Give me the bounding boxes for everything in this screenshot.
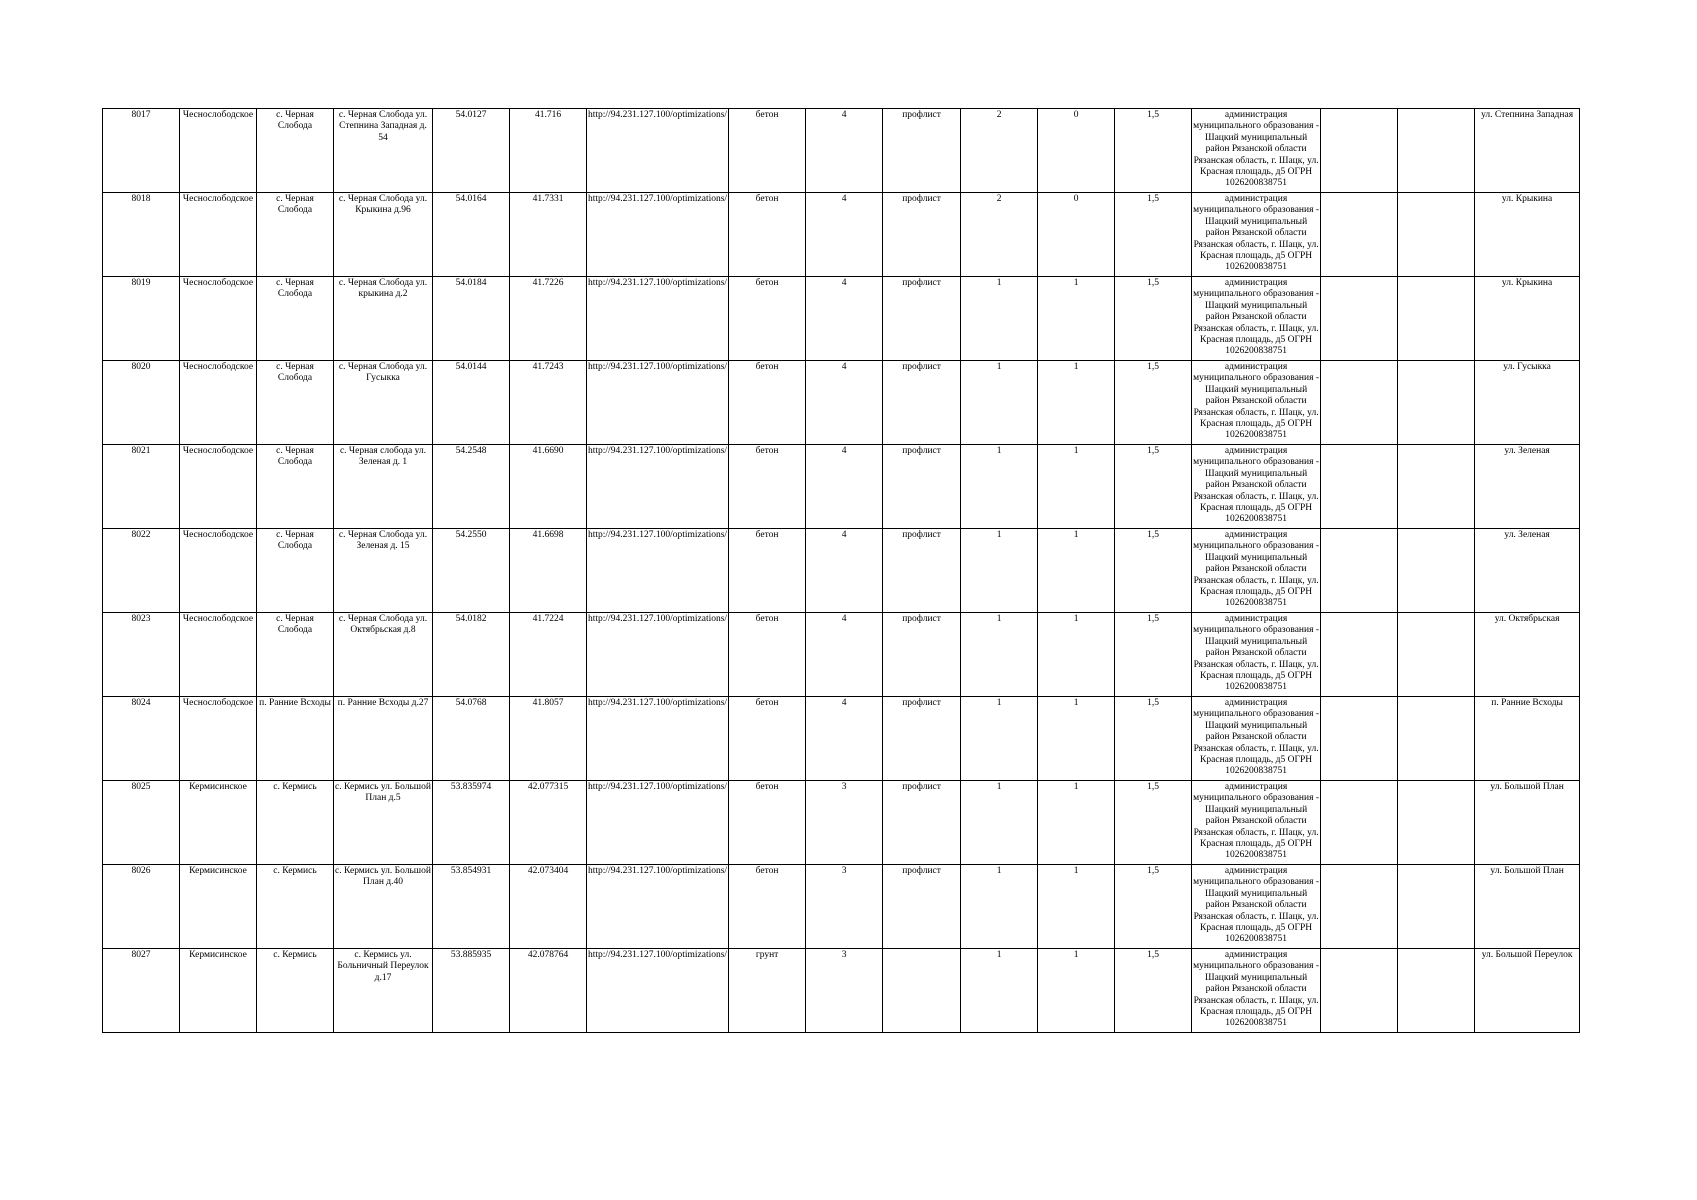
cell-settlement: Кермисинское bbox=[180, 949, 257, 1033]
cell-id: 8017 bbox=[103, 109, 180, 193]
cell-empty-2 bbox=[1398, 109, 1475, 193]
cell-volume: 1,5 bbox=[1115, 361, 1192, 445]
cell-address: с. Кермись ул. Большой План д.5 bbox=[334, 781, 433, 865]
cell-address: с. Черная Слобода ул. Гусыкка bbox=[334, 361, 433, 445]
cell-empty-2 bbox=[1398, 361, 1475, 445]
cell-locality: с. Черная Слобода bbox=[257, 193, 334, 277]
cell-empty-1 bbox=[1321, 697, 1398, 781]
cell-settlement: Чеснослободское bbox=[180, 193, 257, 277]
cell-empty-1 bbox=[1321, 613, 1398, 697]
cell-address: с. Черная Слобода ул. Зеленая д. 15 bbox=[334, 529, 433, 613]
cell-waste-sources: ул. Большой План bbox=[1475, 781, 1580, 865]
cell-empty-2 bbox=[1398, 613, 1475, 697]
cell-map-link: http://94.231.127.100/optimizations/ bbox=[587, 781, 729, 865]
cell-empty-1 bbox=[1321, 529, 1398, 613]
cell-containers: 1 bbox=[961, 613, 1038, 697]
cell-latitude: 54.0144 bbox=[433, 361, 510, 445]
cell-fence: профлист bbox=[883, 613, 961, 697]
cell-planned-containers: 0 bbox=[1038, 109, 1115, 193]
cell-longitude: 42.078764 bbox=[510, 949, 587, 1033]
cell-settlement: Кермисинское bbox=[180, 781, 257, 865]
cell-volume: 1,5 bbox=[1115, 865, 1192, 949]
cell-owner: администрация муниципального образования - Шацкий муниципальный район Рязанской области Рязанская область, г. Шацк, ул. Красная площадь, д5 ОГРН 1026200838751 bbox=[1192, 445, 1321, 529]
cell-settlement: Чеснослободское bbox=[180, 529, 257, 613]
cell-containers: 2 bbox=[961, 109, 1038, 193]
cell-settlement: Чеснослободское bbox=[180, 361, 257, 445]
cell-empty-2 bbox=[1398, 865, 1475, 949]
cell-planned-containers: 1 bbox=[1038, 529, 1115, 613]
cell-empty-1 bbox=[1321, 949, 1398, 1033]
cell-longitude: 42.073404 bbox=[510, 865, 587, 949]
cell-address: с. Кермись ул. Большой План д.40 bbox=[334, 865, 433, 949]
cell-planned-containers: 1 bbox=[1038, 949, 1115, 1033]
cell-surface: бетон bbox=[729, 781, 806, 865]
cell-area: 4 bbox=[806, 445, 883, 529]
cell-locality: п. Ранние Всходы bbox=[257, 697, 334, 781]
cell-owner: администрация муниципального образования - Шацкий муниципальный район Рязанской области Рязанская область, г. Шацк, ул. Красная площадь, д5 ОГРН 1026200838751 bbox=[1192, 697, 1321, 781]
cell-containers: 1 bbox=[961, 277, 1038, 361]
cell-empty-1 bbox=[1321, 193, 1398, 277]
cell-containers: 1 bbox=[961, 361, 1038, 445]
cell-area: 4 bbox=[806, 613, 883, 697]
table-row bbox=[103, 697, 1580, 781]
cell-surface: бетон bbox=[729, 613, 806, 697]
cell-empty-1 bbox=[1321, 445, 1398, 529]
cell-locality: с. Черная Слобода bbox=[257, 529, 334, 613]
cell-map-link: http://94.231.127.100/optimizations/ bbox=[587, 277, 729, 361]
cell-map-link: http://94.231.127.100/optimizations/ bbox=[587, 865, 729, 949]
cell-locality: с. Черная Слобода bbox=[257, 445, 334, 529]
cell-containers: 1 bbox=[961, 949, 1038, 1033]
cell-empty-2 bbox=[1398, 193, 1475, 277]
cell-area: 4 bbox=[806, 277, 883, 361]
cell-longitude: 41.7224 bbox=[510, 613, 587, 697]
cell-area: 3 bbox=[806, 949, 883, 1033]
cell-surface: бетон bbox=[729, 697, 806, 781]
cell-id: 8020 bbox=[103, 361, 180, 445]
cell-surface: бетон bbox=[729, 865, 806, 949]
cell-latitude: 54.2548 bbox=[433, 445, 510, 529]
cell-fence: профлист bbox=[883, 277, 961, 361]
cell-planned-containers: 1 bbox=[1038, 361, 1115, 445]
cell-map-link: http://94.231.127.100/optimizations/ bbox=[587, 949, 729, 1033]
cell-address: с. Черная Слобода ул. Октябрьская д.8 bbox=[334, 613, 433, 697]
cell-latitude: 54.0184 bbox=[433, 277, 510, 361]
cell-address: с. Черная слобода ул. Зеленая д. 1 bbox=[334, 445, 433, 529]
cell-planned-containers: 1 bbox=[1038, 277, 1115, 361]
cell-owner: администрация муниципального образования - Шацкий муниципальный район Рязанской области Рязанская область, г. Шацк, ул. Красная площадь, д5 ОГРН 1026200838751 bbox=[1192, 529, 1321, 613]
cell-longitude: 41.716 bbox=[510, 109, 587, 193]
cell-settlement: Чеснослободское bbox=[180, 109, 257, 193]
cell-planned-containers: 1 bbox=[1038, 781, 1115, 865]
cell-owner: администрация муниципального образования - Шацкий муниципальный район Рязанской области Рязанская область, г. Шацк, ул. Красная площадь, д5 ОГРН 1026200838751 bbox=[1192, 361, 1321, 445]
cell-id: 8018 bbox=[103, 193, 180, 277]
cell-latitude: 54.0127 bbox=[433, 109, 510, 193]
cell-locality: с. Кермись bbox=[257, 865, 334, 949]
cell-owner: администрация муниципального образования - Шацкий муниципальный район Рязанской области Рязанская область, г. Шацк, ул. Красная площадь, д5 ОГРН 1026200838751 bbox=[1192, 781, 1321, 865]
cell-id: 8026 bbox=[103, 865, 180, 949]
cell-empty-1 bbox=[1321, 361, 1398, 445]
cell-waste-sources: ул. Гусыкка bbox=[1475, 361, 1580, 445]
cell-volume: 1,5 bbox=[1115, 277, 1192, 361]
cell-containers: 1 bbox=[961, 529, 1038, 613]
cell-surface: грунт bbox=[729, 949, 806, 1033]
cell-fence bbox=[883, 949, 961, 1033]
cell-surface: бетон bbox=[729, 277, 806, 361]
cell-empty-1 bbox=[1321, 865, 1398, 949]
cell-map-link: http://94.231.127.100/optimizations/ bbox=[587, 361, 729, 445]
cell-fence: профлист bbox=[883, 865, 961, 949]
table-row bbox=[103, 865, 1580, 949]
table-row bbox=[103, 109, 1580, 193]
cell-map-link: http://94.231.127.100/optimizations/ bbox=[587, 613, 729, 697]
cell-containers: 2 bbox=[961, 193, 1038, 277]
cell-map-link: http://94.231.127.100/optimizations/ bbox=[587, 529, 729, 613]
cell-latitude: 53.885935 bbox=[433, 949, 510, 1033]
cell-map-link: http://94.231.127.100/optimizations/ bbox=[587, 445, 729, 529]
cell-surface: бетон bbox=[729, 445, 806, 529]
cell-empty-2 bbox=[1398, 277, 1475, 361]
cell-id: 8021 bbox=[103, 445, 180, 529]
cell-surface: бетон bbox=[729, 529, 806, 613]
table-row bbox=[103, 781, 1580, 865]
cell-waste-sources: ул. Октябрьская bbox=[1475, 613, 1580, 697]
cell-waste-sources: п. Ранние Всходы bbox=[1475, 697, 1580, 781]
cell-area: 4 bbox=[806, 109, 883, 193]
table-body bbox=[103, 109, 1580, 1033]
table-row bbox=[103, 613, 1580, 697]
cell-planned-containers: 1 bbox=[1038, 865, 1115, 949]
cell-containers: 1 bbox=[961, 865, 1038, 949]
cell-latitude: 54.0164 bbox=[433, 193, 510, 277]
cell-empty-2 bbox=[1398, 529, 1475, 613]
cell-address: с. Черная Слобода ул. крыкина д.2 bbox=[334, 277, 433, 361]
cell-empty-2 bbox=[1398, 949, 1475, 1033]
cell-settlement: Чеснослободское bbox=[180, 277, 257, 361]
cell-waste-sources: ул. Зеленая bbox=[1475, 529, 1580, 613]
cell-owner: администрация муниципального образования - Шацкий муниципальный район Рязанской области Рязанская область, г. Шацк, ул. Красная площадь, д5 ОГРН 1026200838751 bbox=[1192, 613, 1321, 697]
cell-map-link: http://94.231.127.100/optimizations/ bbox=[587, 193, 729, 277]
cell-containers: 1 bbox=[961, 781, 1038, 865]
cell-longitude: 42.077315 bbox=[510, 781, 587, 865]
cell-address: п. Ранние Всходы д.27 bbox=[334, 697, 433, 781]
table-row bbox=[103, 193, 1580, 277]
cell-longitude: 41.6690 bbox=[510, 445, 587, 529]
table-row bbox=[103, 529, 1580, 613]
cell-fence: профлист bbox=[883, 193, 961, 277]
cell-longitude: 41.8057 bbox=[510, 697, 587, 781]
table-row bbox=[103, 277, 1580, 361]
cell-fence: профлист bbox=[883, 697, 961, 781]
cell-waste-sources: ул. Крыкина bbox=[1475, 277, 1580, 361]
cell-waste-sources: ул. Зеленая bbox=[1475, 445, 1580, 529]
cell-empty-2 bbox=[1398, 445, 1475, 529]
cell-owner: администрация муниципального образования - Шацкий муниципальный район Рязанской области Рязанская область, г. Шацк, ул. Красная площадь, д5 ОГРН 1026200838751 bbox=[1192, 193, 1321, 277]
cell-surface: бетон bbox=[729, 109, 806, 193]
cell-id: 8023 bbox=[103, 613, 180, 697]
cell-owner: администрация муниципального образования - Шацкий муниципальный район Рязанской области Рязанская область, г. Шацк, ул. Красная площадь, д5 ОГРН 1026200838751 bbox=[1192, 277, 1321, 361]
cell-area: 4 bbox=[806, 361, 883, 445]
cell-locality: с. Черная Слобода bbox=[257, 277, 334, 361]
cell-planned-containers: 1 bbox=[1038, 445, 1115, 529]
cell-fence: профлист bbox=[883, 445, 961, 529]
cell-empty-1 bbox=[1321, 277, 1398, 361]
cell-id: 8027 bbox=[103, 949, 180, 1033]
cell-empty-2 bbox=[1398, 781, 1475, 865]
cell-volume: 1,5 bbox=[1115, 445, 1192, 529]
cell-area: 4 bbox=[806, 529, 883, 613]
cell-containers: 1 bbox=[961, 445, 1038, 529]
cell-volume: 1,5 bbox=[1115, 949, 1192, 1033]
cell-containers: 1 bbox=[961, 697, 1038, 781]
cell-waste-sources: ул. Крыкина bbox=[1475, 193, 1580, 277]
cell-waste-sources: ул. Степнина Западная bbox=[1475, 109, 1580, 193]
cell-waste-sources: ул. Большой План bbox=[1475, 865, 1580, 949]
cell-fence: профлист bbox=[883, 109, 961, 193]
cell-latitude: 53.854931 bbox=[433, 865, 510, 949]
cell-id: 8024 bbox=[103, 697, 180, 781]
cell-empty-1 bbox=[1321, 781, 1398, 865]
cell-fence: профлист bbox=[883, 361, 961, 445]
cell-volume: 1,5 bbox=[1115, 529, 1192, 613]
cell-settlement: Кермисинское bbox=[180, 865, 257, 949]
cell-locality: с. Кермись bbox=[257, 949, 334, 1033]
cell-locality: с. Кермись bbox=[257, 781, 334, 865]
cell-surface: бетон bbox=[729, 361, 806, 445]
cell-id: 8022 bbox=[103, 529, 180, 613]
cell-address: с. Черная Слобода ул. Степнина Западная д. 54 bbox=[334, 109, 433, 193]
cell-owner: администрация муниципального образования - Шацкий муниципальный район Рязанской области Рязанская область, г. Шацк, ул. Красная площадь, д5 ОГРН 1026200838751 bbox=[1192, 949, 1321, 1033]
cell-locality: с. Черная Слобода bbox=[257, 109, 334, 193]
cell-longitude: 41.7243 bbox=[510, 361, 587, 445]
cell-volume: 1,5 bbox=[1115, 613, 1192, 697]
cell-latitude: 54.0182 bbox=[433, 613, 510, 697]
cell-planned-containers: 1 bbox=[1038, 697, 1115, 781]
cell-longitude: 41.7226 bbox=[510, 277, 587, 361]
waste-sites-table bbox=[102, 108, 1580, 1033]
cell-owner: администрация муниципального образования - Шацкий муниципальный район Рязанской области Рязанская область, г. Шацк, ул. Красная площадь, д5 ОГРН 1026200838751 bbox=[1192, 109, 1321, 193]
cell-settlement: Чеснослободское bbox=[180, 445, 257, 529]
cell-longitude: 41.7331 bbox=[510, 193, 587, 277]
cell-owner: администрация муниципального образования - Шацкий муниципальный район Рязанской области Рязанская область, г. Шацк, ул. Красная площадь, д5 ОГРН 1026200838751 bbox=[1192, 865, 1321, 949]
cell-fence: профлист bbox=[883, 529, 961, 613]
cell-area: 4 bbox=[806, 697, 883, 781]
cell-latitude: 53.835974 bbox=[433, 781, 510, 865]
cell-volume: 1,5 bbox=[1115, 193, 1192, 277]
cell-locality: с. Черная Слобода bbox=[257, 613, 334, 697]
cell-address: с. Черная Слобода ул. Крыкина д.96 bbox=[334, 193, 433, 277]
cell-settlement: Чеснослободское bbox=[180, 697, 257, 781]
cell-volume: 1,5 bbox=[1115, 781, 1192, 865]
cell-area: 3 bbox=[806, 781, 883, 865]
cell-longitude: 41.6698 bbox=[510, 529, 587, 613]
cell-area: 3 bbox=[806, 865, 883, 949]
cell-surface: бетон bbox=[729, 193, 806, 277]
cell-locality: с. Черная Слобода bbox=[257, 361, 334, 445]
cell-address: с. Кермись ул. Больничный Переулок д.17 bbox=[334, 949, 433, 1033]
cell-empty-1 bbox=[1321, 109, 1398, 193]
cell-latitude: 54.2550 bbox=[433, 529, 510, 613]
cell-map-link: http://94.231.127.100/optimizations/ bbox=[587, 697, 729, 781]
cell-map-link: http://94.231.127.100/optimizations/ bbox=[587, 109, 729, 193]
table-row bbox=[103, 445, 1580, 529]
cell-volume: 1,5 bbox=[1115, 109, 1192, 193]
table-row bbox=[103, 949, 1580, 1033]
cell-waste-sources: ул. Большой Переулок bbox=[1475, 949, 1580, 1033]
cell-latitude: 54.0768 bbox=[433, 697, 510, 781]
cell-area: 4 bbox=[806, 193, 883, 277]
cell-volume: 1,5 bbox=[1115, 697, 1192, 781]
cell-id: 8019 bbox=[103, 277, 180, 361]
cell-settlement: Чеснослободское bbox=[180, 613, 257, 697]
cell-planned-containers: 1 bbox=[1038, 613, 1115, 697]
table-row bbox=[103, 361, 1580, 445]
cell-planned-containers: 0 bbox=[1038, 193, 1115, 277]
cell-empty-2 bbox=[1398, 697, 1475, 781]
cell-id: 8025 bbox=[103, 781, 180, 865]
cell-fence: профлист bbox=[883, 781, 961, 865]
